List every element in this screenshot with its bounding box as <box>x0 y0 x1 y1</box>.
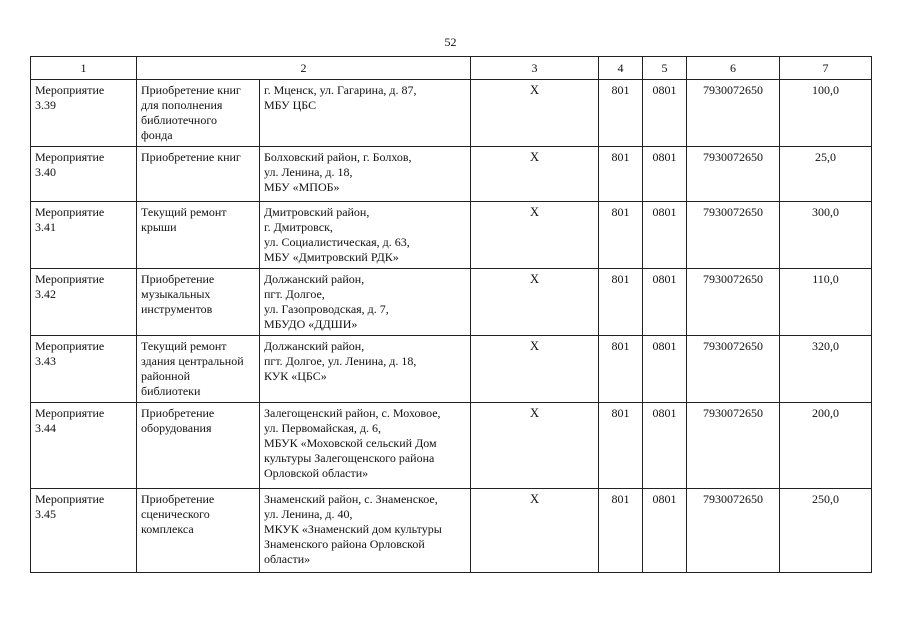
column-header-7: 7 <box>780 57 872 80</box>
amount-cell: 300,0 <box>780 202 872 269</box>
x-mark-cell: Х <box>471 80 599 147</box>
event-cell-line: Мероприятие <box>35 272 105 286</box>
code-0801-cell: 0801 <box>643 269 687 336</box>
event-cell-line: 3.42 <box>35 287 56 301</box>
activity-name-cell-line: Приобретение книг <box>141 83 241 97</box>
activity-name-cell-line: для пополнения <box>141 98 223 112</box>
code-801-cell: 801 <box>599 269 643 336</box>
code-0801-cell: 0801 <box>643 147 687 202</box>
activity-name-cell-line: комплекса <box>141 522 194 536</box>
event-cell <box>31 269 137 336</box>
activity-name-cell-line: фонда <box>141 128 173 142</box>
address-cell-line: Должанский район, <box>264 339 365 353</box>
address-cell-line: Дмитровский район, <box>264 205 370 219</box>
page-number: 52 <box>444 35 457 49</box>
activity-name-cell-line: Текущий ремонт <box>141 339 227 353</box>
activity-name-cell-line: инструментов <box>141 302 213 316</box>
table-row <box>31 202 872 269</box>
address-cell-line: пгт. Долгое, ул. Ленина, д. 18, <box>264 354 417 368</box>
target-article-cell: 7930072650 <box>687 147 780 202</box>
address-cell-line: Знаменский район, с. Знаменское, <box>264 492 438 506</box>
event-cell-line: Мероприятие <box>35 406 105 420</box>
activity-name-cell <box>137 336 260 403</box>
activity-name-cell <box>137 80 260 147</box>
target-article-cell: 7930072650 <box>687 80 780 147</box>
x-mark-cell: Х <box>471 202 599 269</box>
event-cell-line: 3.44 <box>35 421 56 435</box>
code-801-cell: 801 <box>599 489 643 573</box>
event-cell <box>31 336 137 403</box>
activity-name-cell-line: Приобретение <box>141 406 215 420</box>
table-row <box>31 489 872 573</box>
event-cell <box>31 403 137 489</box>
code-0801-cell: 0801 <box>643 202 687 269</box>
amount-cell: 110,0 <box>780 269 872 336</box>
activity-name-cell-line: районной <box>141 369 191 383</box>
event-cell-line: Мероприятие <box>35 83 105 97</box>
event-cell <box>31 489 137 573</box>
column-header-1: 1 <box>31 57 137 80</box>
address-cell-line: Орловской области» <box>264 466 369 480</box>
address-cell-line: ул. Социалистическая, д. 63, <box>264 235 410 249</box>
target-article-cell: 7930072650 <box>687 489 780 573</box>
event-cell <box>31 202 137 269</box>
target-article-cell: 7930072650 <box>687 202 780 269</box>
code-0801-cell: 0801 <box>643 489 687 573</box>
code-801-cell: 801 <box>599 202 643 269</box>
x-mark-cell: Х <box>471 489 599 573</box>
activity-name-cell <box>137 489 260 573</box>
amount-cell: 100,0 <box>780 80 872 147</box>
address-cell-line: Залегощенский район, с. Моховое, <box>264 406 441 420</box>
address-cell-line: МБУ «МПОБ» <box>264 180 340 194</box>
activity-name-cell-line: здания центральной <box>141 354 244 368</box>
budget-table <box>30 56 872 573</box>
address-cell-line: Должанский район, <box>264 272 365 286</box>
activity-name-cell-line: Текущий ремонт <box>141 205 227 219</box>
address-cell-line: МБУ ЦБС <box>264 98 317 112</box>
code-0801-cell: 0801 <box>643 403 687 489</box>
amount-cell: 200,0 <box>780 403 872 489</box>
address-cell-line: пгт. Долгое, <box>264 287 325 301</box>
column-header-6: 6 <box>687 57 780 80</box>
code-801-cell: 801 <box>599 336 643 403</box>
activity-name-cell-line: библиотечного <box>141 113 217 127</box>
activity-name-cell-line: крыши <box>141 220 177 234</box>
event-cell-line: Мероприятие <box>35 205 105 219</box>
activity-name-cell <box>137 147 260 202</box>
address-cell-line: МБУДО «ДДШИ» <box>264 317 358 331</box>
activity-name-cell-line: Приобретение книг <box>141 150 241 164</box>
event-cell-line: 3.43 <box>35 354 56 368</box>
target-article-cell: 7930072650 <box>687 403 780 489</box>
activity-name-cell-line: Приобретение <box>141 492 215 506</box>
table-row <box>31 403 872 489</box>
column-header-4: 4 <box>599 57 643 80</box>
address-cell <box>260 80 471 147</box>
event-cell-line: Мероприятие <box>35 492 105 506</box>
column-header-5: 5 <box>643 57 687 80</box>
amount-cell: 250,0 <box>780 489 872 573</box>
code-801-cell: 801 <box>599 403 643 489</box>
address-cell-line: г. Дмитровск, <box>264 220 333 234</box>
activity-name-cell-line: оборудования <box>141 421 212 435</box>
address-cell-line: области» <box>264 552 311 566</box>
event-cell <box>31 147 137 202</box>
target-article-cell: 7930072650 <box>687 336 780 403</box>
activity-name-cell-line: Приобретение <box>141 272 215 286</box>
event-cell-line: Мероприятие <box>35 339 105 353</box>
address-cell <box>260 202 471 269</box>
address-cell-line: МБУ «Дмитровский РДК» <box>264 250 399 264</box>
code-801-cell: 801 <box>599 80 643 147</box>
address-cell <box>260 489 471 573</box>
event-cell-line: 3.45 <box>35 507 56 521</box>
address-cell <box>260 147 471 202</box>
activity-name-cell <box>137 202 260 269</box>
address-cell-line: МБУК «Моховской сельский Дом <box>264 436 437 450</box>
column-header-2: 2 <box>137 57 471 80</box>
event-cell-line: Мероприятие <box>35 150 105 164</box>
amount-cell: 25,0 <box>780 147 872 202</box>
address-cell-line: Знаменского района Орловской <box>264 537 425 551</box>
address-cell-line: Болховский район, г. Болхов, <box>264 150 412 164</box>
activity-name-cell-line: библиотеки <box>141 384 201 398</box>
table-row <box>31 147 872 202</box>
activity-name-cell-line: сценического <box>141 507 210 521</box>
activity-name-cell-line: музыкальных <box>141 287 211 301</box>
table-header-row <box>31 57 872 80</box>
x-mark-cell: Х <box>471 403 599 489</box>
address-cell-line: КУК «ЦБС» <box>264 369 327 383</box>
table-row <box>31 80 872 147</box>
activity-name-cell <box>137 269 260 336</box>
address-cell-line: МКУК «Знаменский дом культуры <box>264 522 442 536</box>
address-cell <box>260 403 471 489</box>
x-mark-cell: Х <box>471 336 599 403</box>
activity-name-cell <box>137 403 260 489</box>
event-cell-line: 3.40 <box>35 165 56 179</box>
address-cell <box>260 269 471 336</box>
address-cell <box>260 336 471 403</box>
target-article-cell: 7930072650 <box>687 269 780 336</box>
code-0801-cell: 0801 <box>643 80 687 147</box>
amount-cell: 320,0 <box>780 336 872 403</box>
address-cell-line: г. Мценск, ул. Гагарина, д. 87, <box>264 83 417 97</box>
table-row <box>31 336 872 403</box>
address-cell-line: культуры Залегощенского района <box>264 451 435 465</box>
address-cell-line: ул. Газопроводская, д. 7, <box>264 302 389 316</box>
x-mark-cell: Х <box>471 147 599 202</box>
event-cell-line: 3.39 <box>35 98 56 112</box>
table-row <box>31 269 872 336</box>
address-cell-line: ул. Ленина, д. 18, <box>264 165 353 179</box>
column-header-3: 3 <box>471 57 599 80</box>
code-0801-cell: 0801 <box>643 336 687 403</box>
x-mark-cell: Х <box>471 269 599 336</box>
address-cell-line: ул. Ленина, д. 40, <box>264 507 353 521</box>
address-cell-line: ул. Первомайская, д. 6, <box>264 421 381 435</box>
event-cell-line: 3.41 <box>35 220 56 234</box>
event-cell <box>31 80 137 147</box>
code-801-cell: 801 <box>599 147 643 202</box>
